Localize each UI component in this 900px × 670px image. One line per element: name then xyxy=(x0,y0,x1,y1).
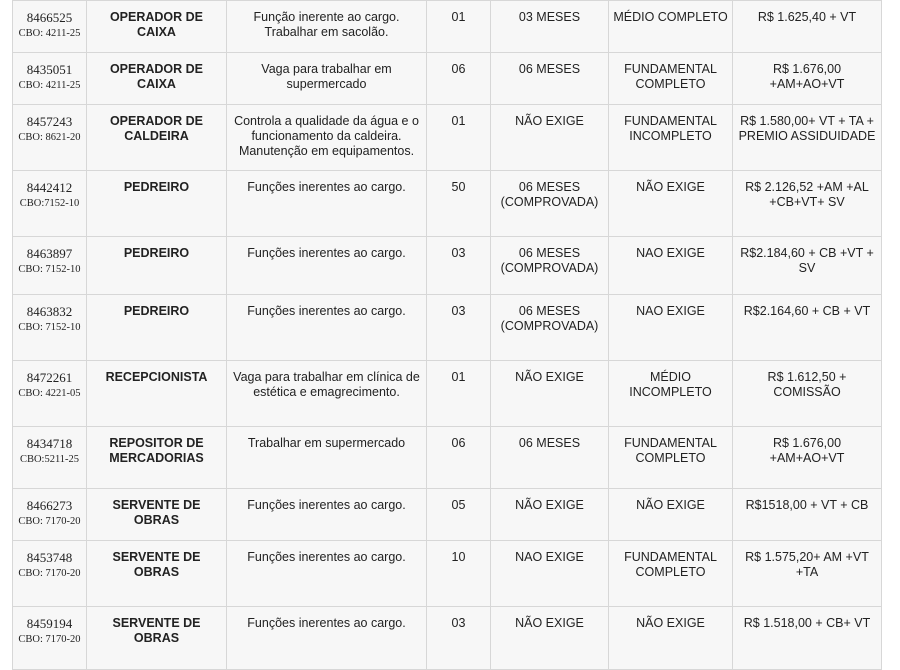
vacancy-code: 8463897 xyxy=(26,246,73,261)
job-title: SERVENTE DE OBRAS xyxy=(87,489,227,541)
experience-required: 06 MESES xyxy=(491,427,609,489)
salary-benefits: R$ 1.575,20+ AM +VT +TA xyxy=(733,541,882,607)
experience-required: 06 MESES (COMPROVADA) xyxy=(491,295,609,361)
vacancy-code-cell xyxy=(13,1,87,53)
experience-required: NÃO EXIGE xyxy=(491,607,609,670)
cbo-code: CBO:5211-25 xyxy=(19,454,80,465)
cbo-code: CBO: 4221-05 xyxy=(18,388,81,399)
vacancy-count: 01 xyxy=(427,105,491,171)
salary-benefits: R$ 1.625,40 + VT xyxy=(733,1,882,53)
vacancy-code: 8466273 xyxy=(26,498,73,513)
vacancy-code: 8457243 xyxy=(26,114,73,129)
cbo-code: CBO: 7152-10 xyxy=(18,322,81,333)
cbo-code: CBO: 4211-25 xyxy=(18,28,81,39)
cbo-code: CBO: 7152-10 xyxy=(18,264,81,275)
table-row xyxy=(13,1,882,53)
experience-required: 06 MESES (COMPROVADA) xyxy=(491,237,609,295)
vacancy-code-cell xyxy=(13,237,87,295)
vacancy-count: 50 xyxy=(427,171,491,237)
vacancy-code-cell xyxy=(13,53,87,105)
job-title: OPERADOR DE CALDEIRA xyxy=(87,105,227,171)
experience-required: NÃO EXIGE xyxy=(491,105,609,171)
vacancy-code: 8466525 xyxy=(26,10,73,25)
job-description: Funções inerentes ao cargo. xyxy=(227,607,427,670)
table-row xyxy=(13,295,882,361)
vacancy-count: 01 xyxy=(427,1,491,53)
table-row xyxy=(13,489,882,541)
education-required: FUNDAMENTAL COMPLETO xyxy=(609,427,733,489)
education-required: NAO EXIGE xyxy=(609,237,733,295)
vacancy-code: 8435051 xyxy=(26,62,73,77)
job-description: Funções inerentes ao cargo. xyxy=(227,295,427,361)
vacancy-code-cell xyxy=(13,541,87,607)
job-description: Vaga para trabalhar em supermercado xyxy=(227,53,427,105)
vacancy-code-cell xyxy=(13,427,87,489)
education-required: FUNDAMENTAL INCOMPLETO xyxy=(609,105,733,171)
vacancy-count: 03 xyxy=(427,607,491,670)
vacancy-count: 10 xyxy=(427,541,491,607)
salary-benefits: R$ 1.612,50 + COMISSÃO xyxy=(733,361,882,427)
education-required: NÃO EXIGE xyxy=(609,607,733,670)
education-required: FUNDAMENTAL COMPLETO xyxy=(609,541,733,607)
job-title: PEDREIRO xyxy=(87,295,227,361)
cbo-code: CBO: 7170-20 xyxy=(18,634,81,645)
table-row xyxy=(13,171,882,237)
experience-required: NAO EXIGE xyxy=(491,541,609,607)
vacancy-code: 8459194 xyxy=(26,616,73,631)
cbo-code: CBO: 7170-20 xyxy=(18,516,81,527)
job-description: Funções inerentes ao cargo. xyxy=(227,171,427,237)
cbo-code: CBO: 4211-25 xyxy=(18,80,81,91)
vacancy-code-cell xyxy=(13,295,87,361)
vacancy-code-cell xyxy=(13,607,87,670)
table-row xyxy=(13,361,882,427)
vacancy-code: 8472261 xyxy=(26,370,73,385)
education-required: NÃO EXIGE xyxy=(609,171,733,237)
salary-benefits: R$ 2.126,52 +AM +AL +CB+VT+ SV xyxy=(733,171,882,237)
job-title: RECEPCIONISTA xyxy=(87,361,227,427)
job-description: Função inerente ao cargo. Trabalhar em sacolão. xyxy=(227,1,427,53)
job-title: PEDREIRO xyxy=(87,237,227,295)
job-description: Funções inerentes ao cargo. xyxy=(227,237,427,295)
salary-benefits: R$ 1.518,00 + CB+ VT xyxy=(733,607,882,670)
experience-required: 03 MESES xyxy=(491,1,609,53)
job-description: Funções inerentes ao cargo. xyxy=(227,489,427,541)
vacancy-code: 8434718 xyxy=(26,436,73,451)
vacancy-count: 01 xyxy=(427,361,491,427)
vacancy-code-cell xyxy=(13,489,87,541)
salary-benefits: R$ 1.580,00+ VT + TA + PREMIO ASSIDUIDADE xyxy=(733,105,882,171)
salary-benefits: R$2.184,60 + CB +VT + SV xyxy=(733,237,882,295)
vacancy-code: 8442412 xyxy=(26,180,73,195)
table-row xyxy=(13,427,882,489)
job-title: OPERADOR DE CAIXA xyxy=(87,1,227,53)
vacancy-code: 8453748 xyxy=(26,550,73,565)
job-title: OPERADOR DE CAIXA xyxy=(87,53,227,105)
vacancy-code-cell xyxy=(13,171,87,237)
vacancy-code-cell xyxy=(13,105,87,171)
cbo-code: CBO: 7170-20 xyxy=(18,568,81,579)
table-row xyxy=(13,541,882,607)
education-required: MÉDIO COMPLETO xyxy=(609,1,733,53)
cbo-code: CBO: 8621-20 xyxy=(18,132,81,143)
job-title: SERVENTE DE OBRAS xyxy=(87,541,227,607)
table-row xyxy=(13,607,882,670)
salary-benefits: R$1518,00 + VT + CB xyxy=(733,489,882,541)
job-listings-table xyxy=(12,0,882,670)
education-required: MÉDIO INCOMPLETO xyxy=(609,361,733,427)
salary-benefits: R$ 1.676,00 +AM+AO+VT xyxy=(733,53,882,105)
salary-benefits: R$2.164,60 + CB + VT xyxy=(733,295,882,361)
experience-required: 06 MESES xyxy=(491,53,609,105)
job-description: Vaga para trabalhar em clínica de estética e emagrecimento. xyxy=(227,361,427,427)
job-description: Trabalhar em supermercado xyxy=(227,427,427,489)
education-required: FUNDAMENTAL COMPLETO xyxy=(609,53,733,105)
table-row xyxy=(13,105,882,171)
experience-required: 06 MESES (COMPROVADA) xyxy=(491,171,609,237)
job-table-container xyxy=(12,0,882,670)
job-title: SERVENTE DE OBRAS xyxy=(87,607,227,670)
job-title: REPOSITOR DE MERCADORIAS xyxy=(87,427,227,489)
education-required: NÃO EXIGE xyxy=(609,489,733,541)
vacancy-code-cell xyxy=(13,361,87,427)
vacancy-count: 06 xyxy=(427,53,491,105)
experience-required: NÃO EXIGE xyxy=(491,361,609,427)
vacancy-count: 06 xyxy=(427,427,491,489)
job-description: Funções inerentes ao cargo. xyxy=(227,541,427,607)
vacancy-code: 8463832 xyxy=(26,304,73,319)
table-row xyxy=(13,53,882,105)
vacancy-count: 03 xyxy=(427,295,491,361)
cbo-code: CBO:7152-10 xyxy=(19,198,80,209)
education-required: NAO EXIGE xyxy=(609,295,733,361)
salary-benefits: R$ 1.676,00 +AM+AO+VT xyxy=(733,427,882,489)
job-description: Controla a qualidade da água e o funcionamento da caldeira. Manutenção em equipamentos. xyxy=(227,105,427,171)
table-row xyxy=(13,237,882,295)
vacancy-count: 03 xyxy=(427,237,491,295)
experience-required: NÃO EXIGE xyxy=(491,489,609,541)
vacancy-count: 05 xyxy=(427,489,491,541)
job-title: PEDREIRO xyxy=(87,171,227,237)
